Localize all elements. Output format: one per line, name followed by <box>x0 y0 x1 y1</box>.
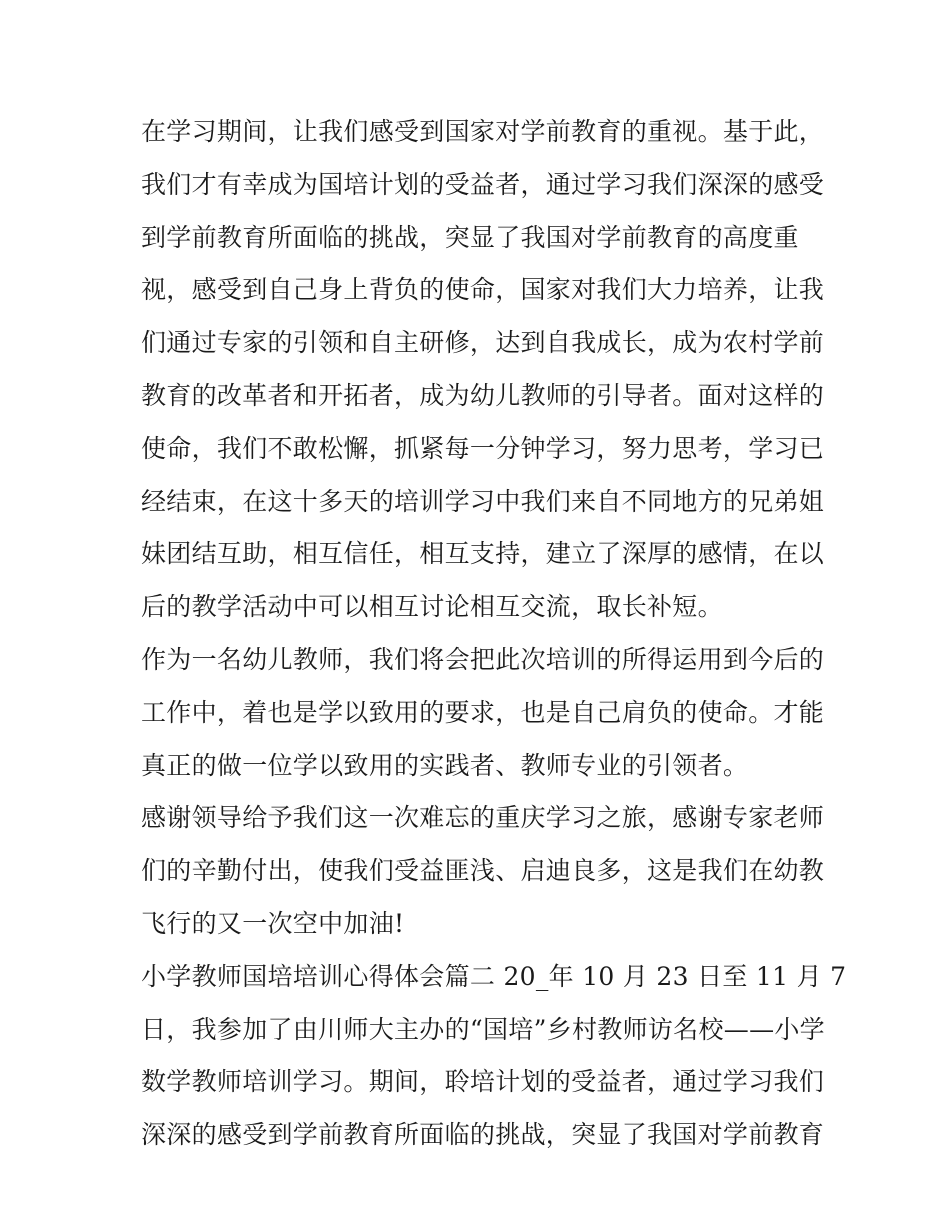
document-body <box>141 106 847 1162</box>
text-line: 数学教师培训学习。期间，聆培计划的受益者，通过学习我们 <box>141 1067 825 1097</box>
text-line: 真正的做一位学以致用的实践者、教师专业的引领者。 <box>141 750 749 780</box>
text-line: 小学教师国培培训心得体会篇二 20_年 10 月 23 日至 11 月 7 <box>141 961 847 991</box>
text-line: 在学习期间，让我们感受到国家对学前教育的重视。基于此， <box>141 117 825 146</box>
text-line: 到学前教育所面临的挑战，突显了我国对学前教育的高度重 <box>141 222 799 252</box>
text-line: 感谢领导给予我们这一次难忘的重庆学习之旅，感谢专家老师 <box>141 803 825 833</box>
text-line: 深深的感受到学前教育所面临的挑战，突显了我国对学前教育 <box>141 1120 825 1150</box>
text-line: 们通过专家的引领和自主研修，达到自我成长，成为农村学前 <box>141 328 825 358</box>
text-line: 飞行的又一次空中加油! <box>141 908 405 938</box>
text-line: 们的辛勤付出，使我们受益匪浅、启迪良多，这是我们在幼教 <box>141 856 825 886</box>
text-line: 日，我参加了由川师大主办的“国培”乡村教师访名校——小学 <box>141 1014 825 1044</box>
text-line: 视，感受到自己身上背负的使命，国家对我们大力培养，让我 <box>141 275 825 305</box>
text-line: 作为一名幼儿教师，我们将会把此次培训的所得运用到今后的 <box>141 644 825 674</box>
text-line: 工作中，着也是学以致用的要求，也是自己肩负的使命。才能 <box>141 697 825 727</box>
text-line: 我们才有幸成为国培计划的受益者，通过学习我们深深的感受 <box>141 169 825 199</box>
text-line: 妹团结互助，相互信任，相互支持，建立了深厚的感情，在以 <box>141 539 825 569</box>
text-line: 后的教学活动中可以相互讨论相互交流，取长补短。 <box>141 592 723 622</box>
text-line: 经结束，在这十多天的培训学习中我们来自不同地方的兄弟姐 <box>141 486 825 516</box>
text-line: 教育的改革者和开拓者，成为幼儿教师的引导者。面对这样的 <box>141 380 825 410</box>
text-line: 使命，我们不敢松懈，抓紧每一分钟学习，努力思考，学习已 <box>141 433 825 463</box>
